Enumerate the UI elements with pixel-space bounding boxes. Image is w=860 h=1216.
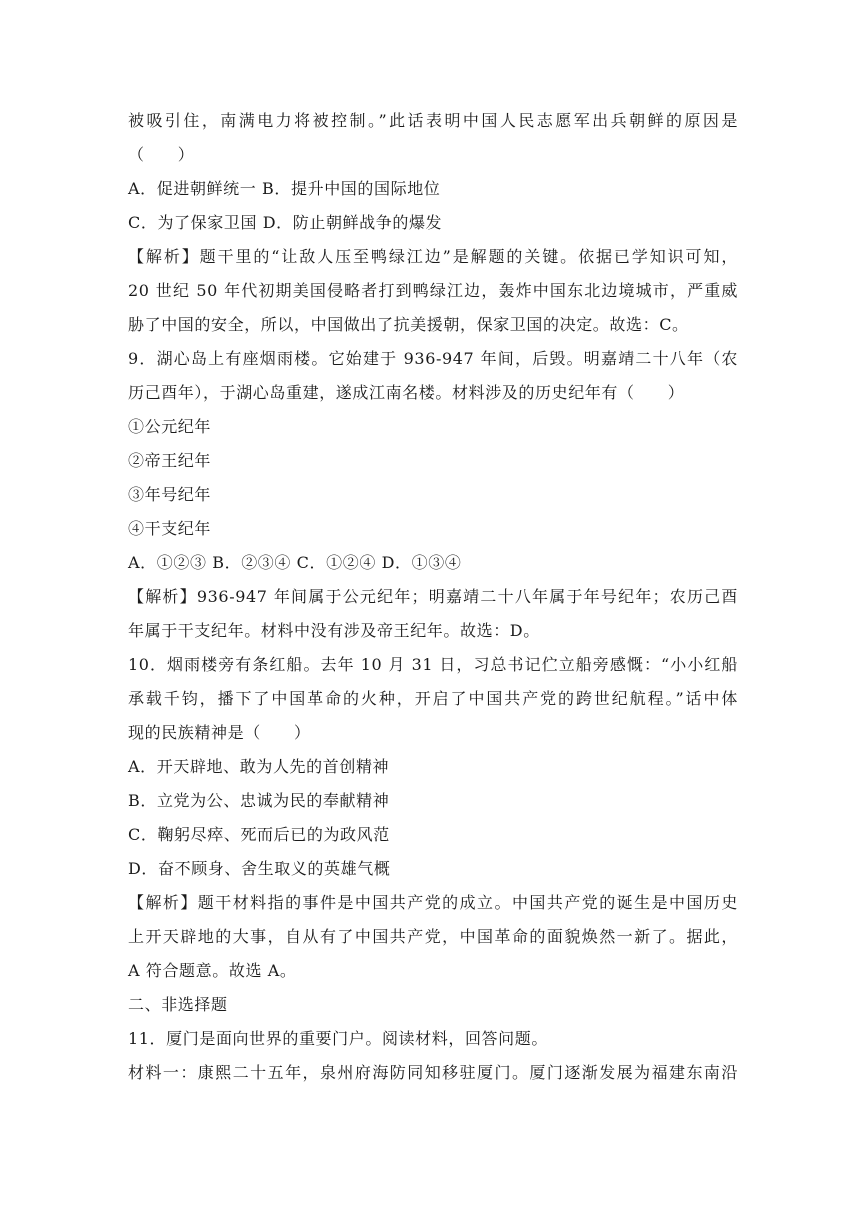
analysis-line: 年属于干支纪年。材料中没有涉及帝王纪年。故选：D。 <box>128 621 540 640</box>
material-line: 材料一：康熙二十五年，泉州府海防同知移驻厦门。厦门逐渐发展为福建东南沿 <box>128 1063 738 1082</box>
analysis-line: 【解析】936-947 年间属于公元纪年；明嘉靖二十八年属于年号纪年；农历己酉 <box>128 587 738 606</box>
option-line: A．开天辟地、敢为人先的首创精神 <box>128 757 390 776</box>
option-line: A．促进朝鲜统一 B．提升中国的国际地位 <box>128 179 441 198</box>
text-line: 被吸引住，南满电力将被控制。”此话表明中国人民志愿军出兵朝鲜的原因是 <box>128 111 738 130</box>
option-line: D．奋不顾身、舍生取义的英雄气概 <box>128 859 391 878</box>
question-line: 历己酉年），于湖心岛重建，遂成江南名楼。材料涉及的历史纪年有（ ） <box>128 383 685 402</box>
question-line: 承载千钧，播下了中国革命的火种，开启了中国共产党的跨世纪航程。”话中体 <box>128 689 738 708</box>
list-item: ④干支纪年 <box>128 519 212 538</box>
option-line: A．①②③ B．②③④ C．①②④ D．①③④ <box>128 553 462 572</box>
analysis-line: 上开天辟地的大事，自从有了中国共产党，中国革命的面貌焕然一新了。据此， <box>128 927 738 946</box>
analysis-line: 胁了中国的安全，所以，中国做出了抗美援朝，保家卫国的决定。故选：C。 <box>128 315 689 334</box>
option-line: C．为了保家卫国 D．防止朝鲜战争的爆发 <box>128 213 443 232</box>
question-line: 10．烟雨楼旁有条红船。去年 10 月 31 日，习总书记伫立船旁感慨：“小小红船 <box>128 655 738 674</box>
analysis-line: 20 世纪 50 年代初期美国侵略者打到鸭绿江边，轰炸中国东北边境城市，严重威 <box>128 281 738 300</box>
question-line: 9．湖心岛上有座烟雨楼。它始建于 936-947 年间，后毁。明嘉靖二十八年（农 <box>128 349 738 368</box>
text-line: （ ） <box>128 145 195 164</box>
list-item: ③年号纪年 <box>128 485 212 504</box>
list-item: ②帝王纪年 <box>128 451 212 470</box>
question-line: 11．厦门是面向世界的重要门户。阅读材料，回答问题。 <box>128 1029 548 1048</box>
analysis-line: 【解析】题干里的“让敌人压至鸭绿江边”是解题的关键。依据已学知识可知， <box>128 247 738 266</box>
analysis-line: 【解析】题干材料指的事件是中国共产党的成立。中国共产党的诞生是中国历史 <box>128 893 738 912</box>
analysis-line: A 符合题意。故选 A。 <box>128 961 297 980</box>
question-line: 现的民族精神是（ ） <box>128 723 311 742</box>
list-item: ①公元纪年 <box>128 417 212 436</box>
option-line: C．鞠躬尽瘁、死而后已的为政风范 <box>128 825 390 844</box>
option-line: B．立党为公、忠诚为民的奉献精神 <box>128 791 390 810</box>
document-body <box>128 104 738 1090</box>
section-heading: 二、非选择题 <box>128 995 228 1014</box>
